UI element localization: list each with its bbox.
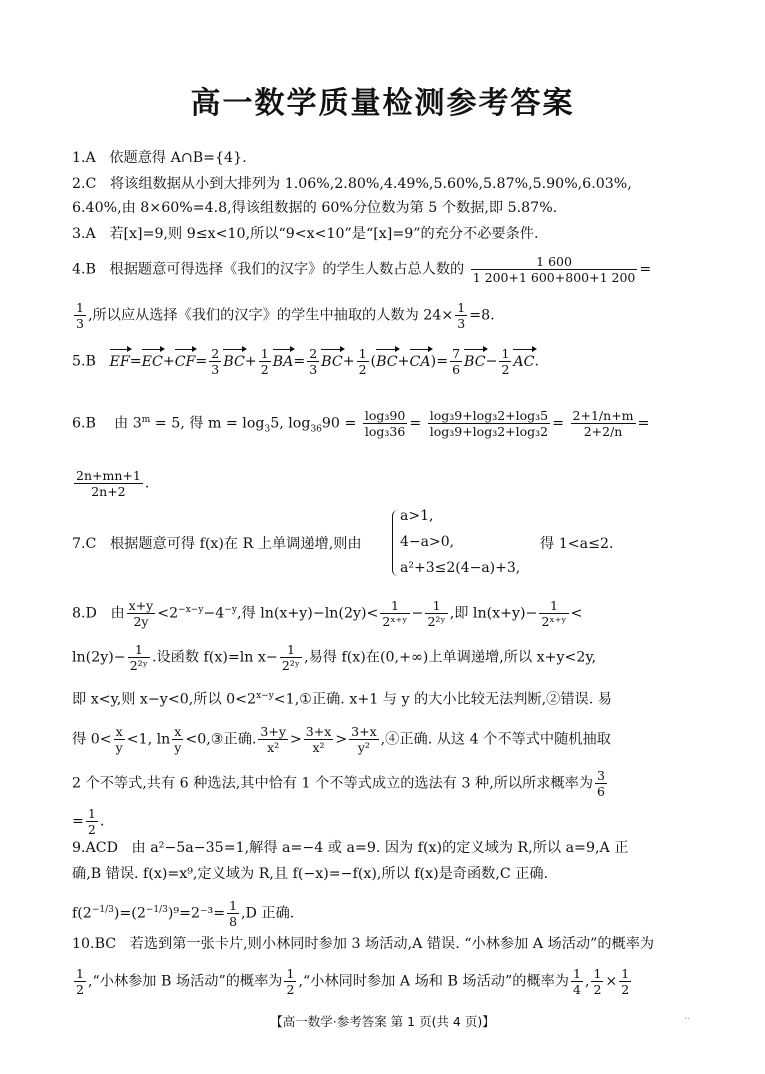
answer-number: 9.ACD	[72, 840, 119, 856]
answer-8-line-5: 2 个不等式,共有 6 种选法,其中恰有 1 个不等式成立的选法有 3 种,所以所求概率为 $\frac{3}{6}$	[72, 768, 605, 799]
answer-9-line-3: $f(2^{-1/3})=(2^{-1/3})^9=2^{-3}=$ $\frac{1}{8}$ ,D 正确.	[72, 898, 295, 929]
answer-number: 4.B	[72, 261, 96, 278]
answer-9: 9.ACD 由 a²−5a−35=1,解得 a=−4 或 a=9. 因为 f(x)的定义域为 R,所以 a=9,A 正	[72, 840, 629, 856]
answer-5: 5.B EF=EC+CF= $\frac{2}{3}$ BC+ $\frac{1}{2}$ BA= $\frac{2}{3}$ BC+ $\frac{1}{2}$ (BC+CA)= $\frac{7}{6}$ BC− $\frac{1}{2}$ AC.	[72, 346, 540, 377]
system-line-1: a>1,	[400, 508, 434, 524]
answer-7: 7.C 根据题意可得 f(x)在 R 上单调递增,则由	[72, 536, 362, 552]
answer-number: 7.C	[72, 536, 97, 552]
system-line-3: a²+3≤2(4−a)+3,	[400, 560, 521, 576]
answer-2	[72, 174, 632, 194]
answer-number: 10.BC	[72, 936, 117, 952]
answer-number: 8.D	[72, 605, 97, 622]
system-line-2: 4−a>0,	[400, 534, 455, 550]
footer-dots: ··	[684, 1014, 691, 1025]
answer-text: 根据题意可得选择《我们的汉字》的学生人数占总人数的	[109, 261, 465, 278]
answer-7-result: 得 1<a≤2.	[540, 536, 614, 552]
answer-number: 3.A	[72, 226, 96, 242]
fraction: $\frac{1}{3}$	[76, 300, 84, 331]
answer-8-line-4: 得 0< $\frac{x}{y}$ <1, ln $\frac{x}{y}$ <0,③正确. $\frac{3+y}{\text{x²}}$ > $\frac{3+x}{\text{x²}}$ > $\frac{3+x}{\text{y²}}$ ,④正确. 从这 4 个不等式中随机抽取	[72, 724, 611, 755]
answer-text: 将该组数据从小到大排列为 1.06%,2.80%,4.49%,5.60%,5.87%,5.90%,6.03%,	[109, 176, 632, 192]
answer-number: 6.B	[72, 415, 96, 432]
answer-8: 8.D 由 $\frac{x+y}{2y}$ $<2^{-x-y}-4^{-y}$,得 ln(x+y)−ln(2y)< $\frac{1}{\text{2ˣ⁺ʸ}}$ − $\frac{1}{\text{2²ʸ}}$ ,即 ln(x+y)− $\frac{1}{\text{2ˣ⁺ʸ}}$ <	[72, 598, 583, 629]
page-footer: 【高一数学·参考答案 第 1 页(共 4 页)】	[270, 1014, 495, 1029]
answer-number: 2.C	[72, 176, 97, 192]
page-title: 高一数学质量检测参考答案	[190, 86, 575, 121]
answer-4-line-2: $\frac{1}{3}$ ,所以应从选择《我们的汉字》的学生中抽取的人数为 24× $\frac{1}{3}$ =8.	[76, 300, 495, 331]
answer-4: 4.B 根据题意可得选择《我们的汉字》的学生人数占总人数的 $\frac{1 600}{1 200+1 600+800+1 200}$ =	[72, 254, 652, 285]
answer-text: 若[x]=9,则 9≤x<10,所以“9<x<10”是“[x]=9”的充分不必要条件.	[109, 226, 539, 242]
answer-6: 6.B 由 $3^m = 5$, 得 $m = \log_35$, $\log_{36}90$ = $\frac{\text{log₃90}}{\text{log₃36}}$ = $\frac{\text{log₃9+log₃2+log₃5}}{\text{log₃9+log₃2+log₃2}}$ = $\frac{2+1/n+m}{2+2/n}$ =	[72, 408, 650, 439]
answer-1	[72, 148, 247, 168]
answer-8-line-2: ln(2y)− $\frac{1}{\text{2²ʸ}}$ .设函数 f(x)=ln x− $\frac{1}{\text{2²ʸ}}$ ,易得 f(x)在(0,+∞)上单调递增,所以 x+y<2y,	[72, 642, 597, 673]
answer-2-line-2: 6.40%,由 8×60%=4.8,得该组数据的 60%分位数为第 5 个数据,即 5.87%.	[72, 200, 558, 216]
answer-number: 5.B	[72, 353, 96, 370]
answer-number: 1.A	[72, 150, 96, 166]
answer-8-line-3: 即 x<y,则 x−y<0,所以 $0<2^{x-y}<1,①$正确. x+1 与 y 的大小比较无法判断,②错误. 易	[72, 691, 612, 708]
answer-3	[72, 224, 539, 244]
fraction: $\frac{1}{3}$	[457, 300, 466, 331]
answer-6-line-2: $\frac{2n+mn+1}{2n+2}$ .	[76, 468, 150, 499]
answer-10: 10.BC 若选到第一张卡片,则小林同时参加 3 场活动,A 错误. “小林参加 A 场活动”的概率为	[72, 936, 655, 952]
answer-9-line-2: 确,B 错误. f(x)=x⁹,定义域为 R,且 f(−x)=−f(x),所以 f(x)是奇函数,C 正确.	[72, 866, 549, 882]
answer-8-line-6: = $\frac{1}{2}$ .	[72, 806, 105, 837]
answer-text: 依题意得 A∩B={4}.	[109, 150, 247, 166]
fraction: $\frac{1 600}{1 200+1 600+800+1 200}$	[472, 254, 636, 285]
answer-10-line-2: $\frac{1}{2}$ ,“小林参加 B 场活动”的概率为 $\frac{1}{2}$ ,“小林同时参加 A 场和 B 场活动”的概率为 $\frac{1}{4}$ , $\frac{1}{2}$ × $\frac{1}{2}$	[76, 966, 630, 997]
